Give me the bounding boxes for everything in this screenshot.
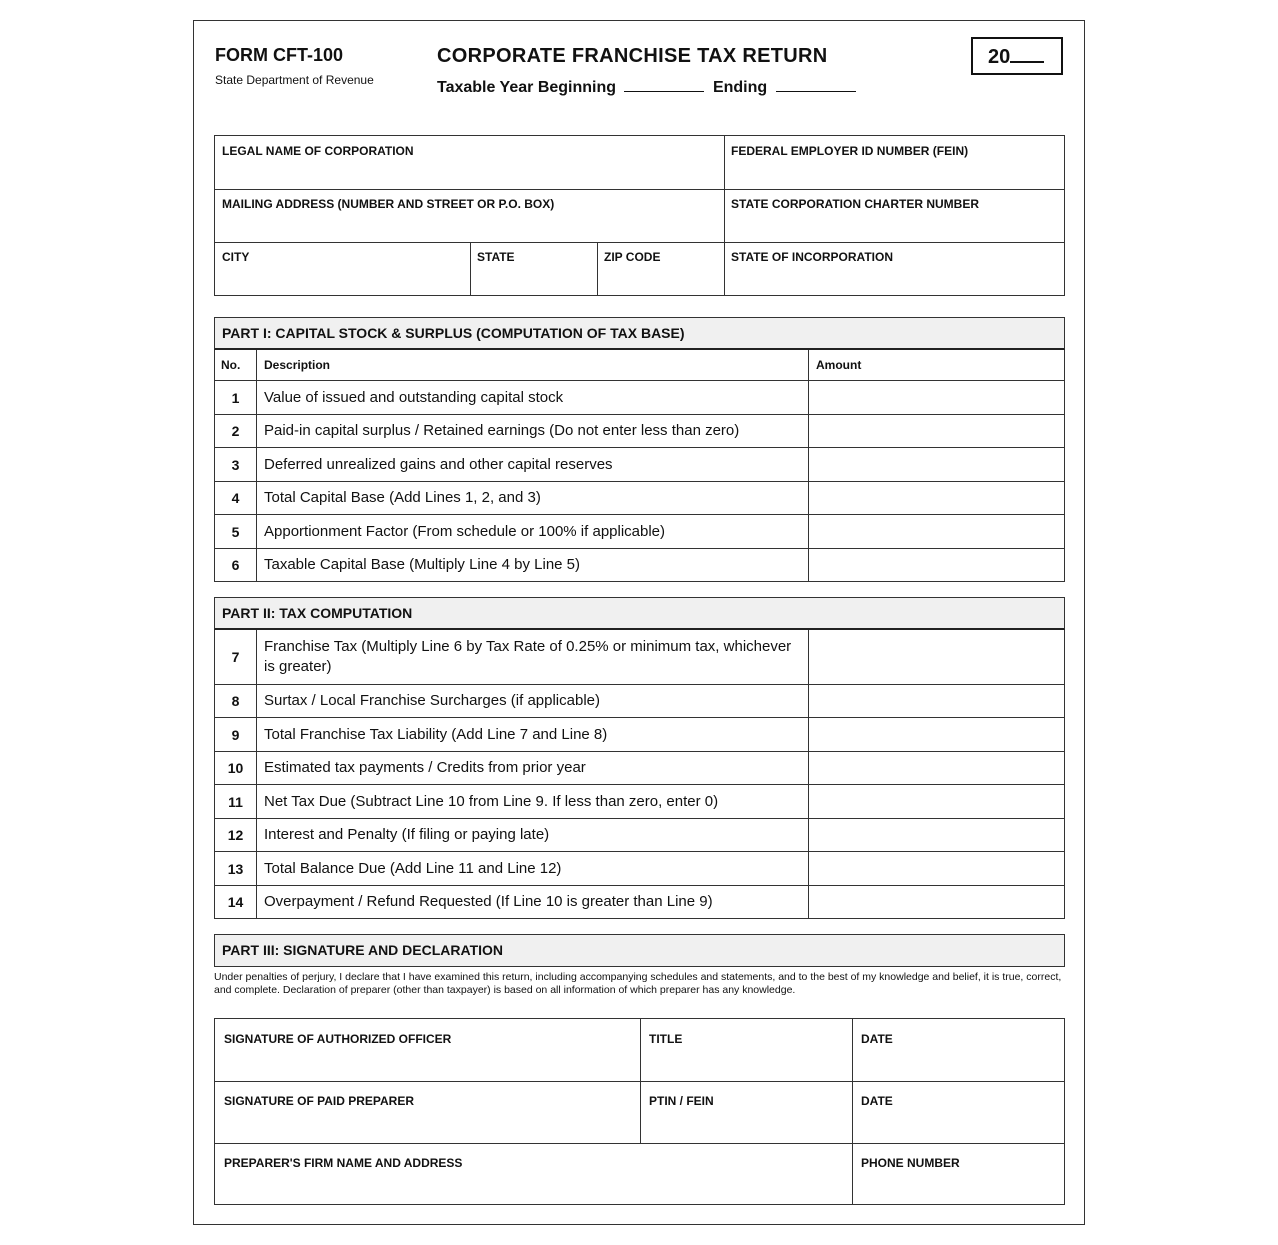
zip-code-label: ZIP CODE (604, 250, 661, 264)
line-number: 11 (215, 785, 257, 818)
line-10-amount-field[interactable] (809, 752, 1064, 784)
fein-field[interactable] (724, 136, 1064, 190)
part2-table (214, 630, 1065, 919)
line-description: Surtax / Local Franchise Surcharges (if applicable) (257, 685, 809, 717)
line-number: 10 (215, 752, 257, 784)
line-4-amount-field[interactable] (809, 482, 1064, 514)
line-11-amount-field[interactable] (809, 785, 1064, 818)
line-number: 9 (215, 718, 257, 751)
line-number: 5 (215, 515, 257, 548)
legal-name-label: LEGAL NAME OF CORPORATION (222, 144, 414, 158)
table-row (215, 886, 1064, 919)
table-row (215, 819, 1064, 852)
table-row (215, 448, 1064, 482)
year-suffix-field[interactable] (1010, 45, 1044, 63)
line-number: 4 (215, 482, 257, 514)
line-3-amount-field[interactable] (809, 448, 1064, 481)
ptin-fein-field[interactable] (640, 1081, 853, 1144)
preparer-signature-label: SIGNATURE OF PAID PREPARER (224, 1094, 415, 1108)
taxable-year-ending-field[interactable] (776, 80, 856, 92)
signature-grid (214, 1018, 1065, 1205)
part1-header: PART I: CAPITAL STOCK & SURPLUS (COMPUTATION OF TAX BASE) (214, 317, 1065, 350)
phone-number-field[interactable] (852, 1143, 1064, 1204)
line-number: 1 (215, 381, 257, 414)
preparer-date-field[interactable] (852, 1081, 1064, 1144)
officer-date-field[interactable] (852, 1019, 1064, 1082)
taxable-year-ending-label: Ending (712, 79, 768, 96)
line-description: Taxable Capital Base (Multiply Line 4 by Line 5) (257, 549, 809, 581)
year-prefix: 20 (988, 46, 1011, 68)
table-row (215, 415, 1064, 448)
city-label: CITY (222, 250, 250, 264)
line-description: Total Balance Due (Add Line 11 and Line 12) (257, 852, 809, 885)
line-13-amount-field[interactable] (809, 852, 1064, 885)
phone-number-label: PHONE NUMBER (861, 1156, 960, 1170)
line-description: Total Franchise Tax Liability (Add Line 7 and Line 8) (257, 718, 809, 751)
line-number: 13 (215, 852, 257, 885)
line-description: Interest and Penalty (If filing or paying late) (257, 819, 809, 851)
line-description: Deferred unrealized gains and other capital reserves (257, 448, 809, 481)
col-description-header: Description (257, 350, 809, 380)
line-number: 12 (215, 819, 257, 851)
line-6-amount-field[interactable] (809, 549, 1064, 581)
fein-label: FEDERAL EMPLOYER ID NUMBER (FEIN) (731, 144, 969, 158)
preparer-firm-label: PREPARER'S FIRM NAME AND ADDRESS (224, 1156, 463, 1170)
line-description: Overpayment / Refund Requested (If Line 10 is greater than Line 9) (257, 886, 809, 918)
legal-name-field[interactable] (215, 136, 725, 190)
table-row (215, 685, 1064, 718)
line-1-amount-field[interactable] (809, 381, 1064, 414)
table-row (215, 718, 1064, 752)
line-number: 2 (215, 415, 257, 447)
line-5-amount-field[interactable] (809, 515, 1064, 548)
table-row (215, 630, 1064, 685)
department-name: State Department of Revenue (215, 73, 374, 87)
line-9-amount-field[interactable] (809, 718, 1064, 751)
declaration-text: Under penalties of perjury, I declare that I have examined this return, including accompanying schedules and statements, and to the best of my knowledge and belief, it is true, correct, and complete. Declaration of preparer (other than taxpayer) is based on all information of which preparer has any knowledge. (214, 971, 1062, 996)
line-description: Franchise Tax (Multiply Line 6 by Tax Rate of 0.25% or minimum tax, whichever is greater) (257, 630, 809, 684)
line-description: Net Tax Due (Subtract Line 10 from Line 9. If less than zero, enter 0) (257, 785, 809, 818)
line-7-amount-field[interactable] (809, 630, 1064, 684)
officer-signature-field[interactable] (215, 1019, 641, 1082)
zip-code-field[interactable] (597, 242, 725, 295)
state-of-incorporation-label: STATE OF INCORPORATION (731, 250, 893, 264)
line-description: Estimated tax payments / Credits from prior year (257, 752, 809, 784)
taxable-year-beginning-field[interactable] (624, 80, 704, 92)
form-id: FORM CFT-100 (215, 45, 344, 65)
table-row (215, 549, 1064, 582)
part2-header: PART II: TAX COMPUTATION (214, 597, 1065, 630)
line-number: 3 (215, 448, 257, 481)
line-8-amount-field[interactable] (809, 685, 1064, 717)
taxable-year-line (437, 79, 860, 97)
line-description: Total Capital Base (Add Lines 1, 2, and 3) (257, 482, 809, 514)
table-row (215, 852, 1064, 886)
line-number: 14 (215, 886, 257, 918)
col-no-header: No. (215, 350, 257, 380)
officer-signature-label: SIGNATURE OF AUTHORIZED OFFICER (224, 1032, 452, 1046)
state-of-incorporation-field[interactable] (724, 242, 1064, 295)
part3-header: PART III: SIGNATURE AND DECLARATION (214, 934, 1065, 967)
city-field[interactable] (215, 242, 471, 295)
table-row (215, 785, 1064, 819)
mailing-address-label: MAILING ADDRESS (NUMBER AND STREET OR P.O. BOX) (222, 197, 555, 211)
line-14-amount-field[interactable] (809, 886, 1064, 918)
table-row (215, 381, 1064, 415)
officer-title-field[interactable] (640, 1019, 853, 1082)
taxable-year-beginning-label: Taxable Year Beginning (437, 79, 617, 96)
preparer-signature-field[interactable] (215, 1081, 641, 1144)
col-amount-header: Amount (816, 358, 862, 372)
part1-table (214, 350, 1065, 582)
charter-number-label: STATE CORPORATION CHARTER NUMBER (731, 197, 979, 211)
line-description: Value of issued and outstanding capital stock (257, 381, 809, 414)
table-row (215, 752, 1064, 785)
ptin-fein-label: PTIN / FEIN (649, 1094, 714, 1108)
table-row (215, 482, 1064, 515)
tax-form-page (193, 20, 1085, 1225)
preparer-firm-field[interactable] (215, 1143, 853, 1204)
state-field[interactable] (470, 242, 598, 295)
officer-date-label: DATE (861, 1032, 893, 1046)
identification-grid (214, 135, 1065, 296)
line-2-amount-field[interactable] (809, 415, 1064, 447)
mailing-address-field[interactable] (215, 189, 725, 243)
line-12-amount-field[interactable] (809, 819, 1064, 851)
line-description: Apportionment Factor (From schedule or 100% if applicable) (257, 515, 809, 548)
line-number: 8 (215, 685, 257, 717)
line-description: Paid-in capital surplus / Retained earnings (Do not enter less than zero) (257, 415, 809, 447)
part1-column-headers (215, 350, 1064, 381)
table-row (215, 515, 1064, 549)
charter-number-field[interactable] (724, 189, 1064, 243)
line-number: 6 (215, 549, 257, 581)
state-label: STATE (477, 250, 515, 264)
preparer-date-label: DATE (861, 1094, 893, 1108)
tax-year-box[interactable] (971, 37, 1063, 75)
officer-title-label: TITLE (649, 1032, 683, 1046)
form-title: CORPORATE FRANCHISE TAX RETURN (437, 45, 828, 67)
line-number: 7 (215, 630, 257, 684)
